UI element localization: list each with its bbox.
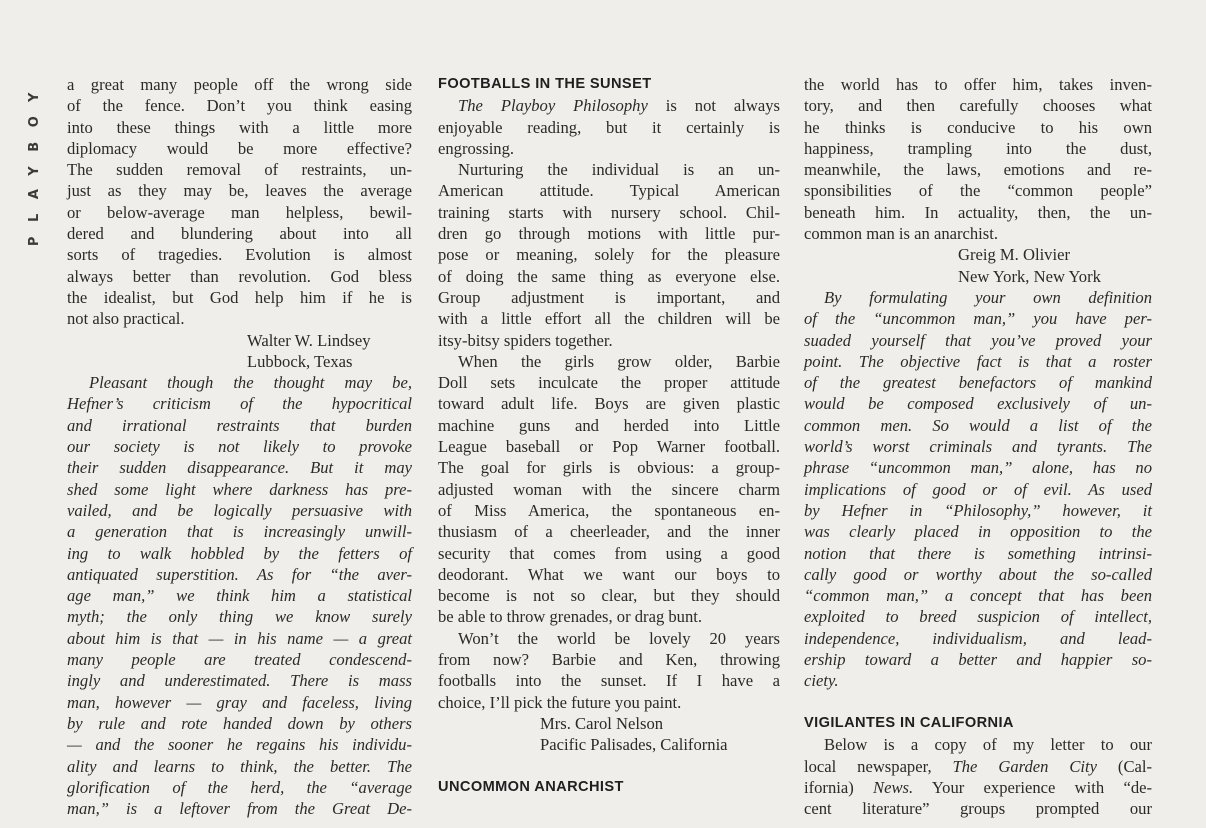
text-line: By formulating your own definition bbox=[824, 287, 1152, 307]
text-line: tory, and then carefully chooses what bbox=[804, 96, 1152, 116]
text-line: into these things with a little more bbox=[67, 117, 412, 137]
text-line: ality and learns to think, the better. The bbox=[67, 756, 412, 776]
signature-line: Pacific Palisades, California bbox=[540, 735, 728, 755]
text-line: point. The objective fact is that a roster bbox=[804, 351, 1152, 371]
text-line: vailed, and be logically persuasive with bbox=[67, 500, 412, 520]
text-line: of the greatest benefactors of mankind bbox=[804, 373, 1152, 393]
text-line: engrossing. bbox=[438, 138, 515, 158]
text-line: beneath him. In actuality, then, the un- bbox=[804, 202, 1152, 222]
text-line: choice, I’ll pick the future you paint. bbox=[438, 692, 682, 712]
text-line: training starts with nursery school. Chil- bbox=[438, 202, 780, 222]
text-line: not also practical. bbox=[67, 309, 185, 329]
text-line: — and the sooner he regains his individu- bbox=[67, 735, 412, 755]
text-line: be able to throw grenades, or drag bunt. bbox=[438, 607, 703, 627]
text-line: glorification of the herd, the “average bbox=[67, 777, 412, 797]
text-line: exploited to breed suspicion of intellect, bbox=[804, 607, 1152, 627]
text-line: cally good or worthy about the so-called bbox=[804, 564, 1152, 584]
text-line: dered and blundering about into all bbox=[67, 224, 412, 244]
text-line: adjusted woman with the sincere charm bbox=[438, 479, 780, 499]
section-heading: VIGILANTES IN CALIFORNIA bbox=[804, 714, 1014, 731]
text-line: dren go through motions with little pur- bbox=[438, 224, 780, 244]
text-line: antiquated superstition. As for “the aver- bbox=[67, 564, 412, 584]
signature-line: Walter W. Lindsey bbox=[247, 330, 371, 350]
text-line: by Hefner in “Philosophy,” however, it bbox=[804, 500, 1152, 520]
text-line: League baseball or Pop Warner football. bbox=[438, 437, 780, 457]
text-line: of Miss America, the spontaneous en- bbox=[438, 500, 780, 520]
italic-title: The Garden City bbox=[952, 756, 1097, 776]
text-line: Pleasant though the thought may be, bbox=[89, 373, 412, 393]
paragraph-gap bbox=[438, 756, 780, 777]
text-line: ciety. bbox=[804, 671, 839, 691]
text-line: shed some light where darkness has pre- bbox=[67, 479, 412, 499]
text-line: thusiasm of a cheerleader, and the inner bbox=[438, 522, 780, 542]
text-line: or below-average man helpless, bewil- bbox=[67, 202, 412, 222]
text-line: Nurturing the individual is an un- bbox=[458, 160, 780, 180]
text-line: many people are treated condescend- bbox=[67, 650, 412, 670]
text-line: the world has to offer him, takes inven- bbox=[804, 75, 1152, 94]
text-line: from now? Barbie and Ken, throwing bbox=[438, 650, 780, 670]
text-line: about him is that — in his name — a great bbox=[67, 628, 412, 648]
text-line: notion that there is something intrinsi- bbox=[804, 543, 1152, 563]
paragraph-gap bbox=[804, 692, 1152, 713]
text-line: When the girls grow older, Barbie bbox=[458, 351, 780, 371]
text-line: suaded yourself that you’ve proved your bbox=[804, 330, 1152, 350]
text-line: would be composed exclusively of un- bbox=[804, 394, 1152, 414]
italic-title: The Playboy Philosophy bbox=[458, 96, 648, 116]
magazine-sidebar bbox=[26, 78, 44, 278]
signature-line: Lubbock, Texas bbox=[247, 351, 353, 371]
text-line: by rule and rote handed down by others bbox=[67, 713, 412, 733]
text-line: Doll sets inculcate the proper attitude bbox=[438, 373, 780, 393]
text-line: become is not so clear, but they should bbox=[438, 586, 780, 606]
text-line: the idealist, but God help him if he is bbox=[67, 287, 412, 307]
text-line: of the “uncommon man,” you have per- bbox=[804, 309, 1152, 329]
text-line: The sudden removal of restraints, un- bbox=[67, 160, 412, 180]
text-line: sorts of tragedies. Evolution is almost bbox=[67, 245, 412, 265]
section-heading: UNCOMMON ANARCHIST bbox=[438, 778, 624, 795]
text-line: American attitude. Typical American bbox=[438, 181, 780, 201]
text-line: was clearly placed in opposition to the bbox=[804, 522, 1152, 542]
text-line: with a little effort all the children will be bbox=[438, 309, 780, 329]
text-line: ership toward a better and happier so- bbox=[804, 650, 1152, 670]
text-line: just as they may be, leaves the average bbox=[67, 181, 412, 201]
signature-line: Mrs. Carol Nelson bbox=[540, 713, 664, 733]
column-3 bbox=[804, 74, 1152, 819]
text-line: Below is a copy of my letter to our bbox=[824, 735, 1152, 755]
signature-line: New York, New York bbox=[958, 266, 1101, 286]
text-line: local newspaper, The Garden City (Cal- bbox=[804, 756, 1153, 776]
text-line: “common man,” a concept that has been bbox=[804, 586, 1152, 606]
text-line: independence, individualism, and lead- bbox=[804, 628, 1152, 648]
text-line: world’s worst criminals and tyrants. The bbox=[804, 437, 1152, 457]
text-line: itsy-bitsy spiders together. bbox=[438, 330, 613, 350]
text-line: ing to walk hobbled by the fetters of bbox=[67, 543, 412, 563]
text-line: implications of good or of evil. As used bbox=[804, 479, 1152, 499]
text-line: a generation that is increasingly unwill- bbox=[67, 522, 412, 542]
text-line: their sudden disappearance. But it may bbox=[67, 458, 412, 478]
text-line: and irrational restraints that burden bbox=[67, 415, 412, 435]
text-line: always better than revolution. God bless bbox=[67, 266, 412, 286]
text-line: The goal for girls is obvious: a group- bbox=[438, 458, 780, 478]
column-1 bbox=[67, 74, 412, 819]
text-line: The Playboy Philosophy is not always bbox=[458, 96, 780, 116]
section-heading: FOOTBALLS IN THE SUNSET bbox=[438, 76, 652, 92]
signature-line: Greig M. Olivier bbox=[958, 245, 1070, 265]
text-line: Won’t the world be lovely 20 years bbox=[458, 628, 780, 648]
text-line: common men. So would a list of the bbox=[804, 415, 1152, 435]
text-line: cent literature” groups prompted our bbox=[804, 799, 1152, 819]
text-line: man,” is a leftover from the Great De- bbox=[67, 799, 412, 819]
text-line: man, however — gray and faceless, living bbox=[67, 692, 412, 712]
text-line: enjoyable reading, but it certainly is bbox=[438, 117, 780, 137]
text-line: sponsibilities of the “common people” bbox=[804, 181, 1152, 201]
text-line: Hefner’s criticism of the hypocritical bbox=[67, 394, 412, 414]
text-line: myth; the only thing we know surely bbox=[67, 607, 412, 627]
text-line: pose or meaning, solely for the pleasure bbox=[438, 245, 780, 265]
magazine-title: PLAYBOY bbox=[27, 78, 42, 247]
text-line: our society is not likely to provoke bbox=[67, 437, 412, 457]
italic-title: News. bbox=[873, 777, 914, 797]
text-line: footballs into the sunset. If I have a bbox=[438, 671, 780, 691]
text-line: ifornia) News. Your experience with “de- bbox=[804, 777, 1153, 797]
text-line: happiness, trampling into the dust, bbox=[804, 138, 1152, 158]
text-line: common man is an anarchist. bbox=[804, 224, 999, 244]
text-line: meanwhile, the laws, emotions and re- bbox=[804, 160, 1152, 180]
text-line: toward adult life. Boys are given plastic bbox=[438, 394, 780, 414]
text-line: age man,” we think him a statistical bbox=[67, 586, 412, 606]
text-line: security that comes from using a good bbox=[438, 543, 780, 563]
text-line: diplomacy would be more effective? bbox=[67, 138, 412, 158]
text-line: of doing the same thing as everyone else. bbox=[438, 266, 780, 286]
column-2 bbox=[438, 74, 780, 798]
text-line: he thinks is conducive to his own bbox=[804, 117, 1152, 137]
text-line: phrase “uncommon man,” alone, has no bbox=[804, 458, 1152, 478]
text-line: Group adjustment is important, and bbox=[438, 287, 780, 307]
text-line: machine guns and herded into Little bbox=[438, 415, 780, 435]
text-line: of the fence. Don’t you think easing bbox=[67, 96, 412, 116]
text-line: deodorant. What we want our boys to bbox=[438, 564, 780, 584]
text-line: a great many people off the wrong side bbox=[67, 75, 412, 94]
text-line: ingly and underestimated. There is mass bbox=[67, 671, 412, 691]
